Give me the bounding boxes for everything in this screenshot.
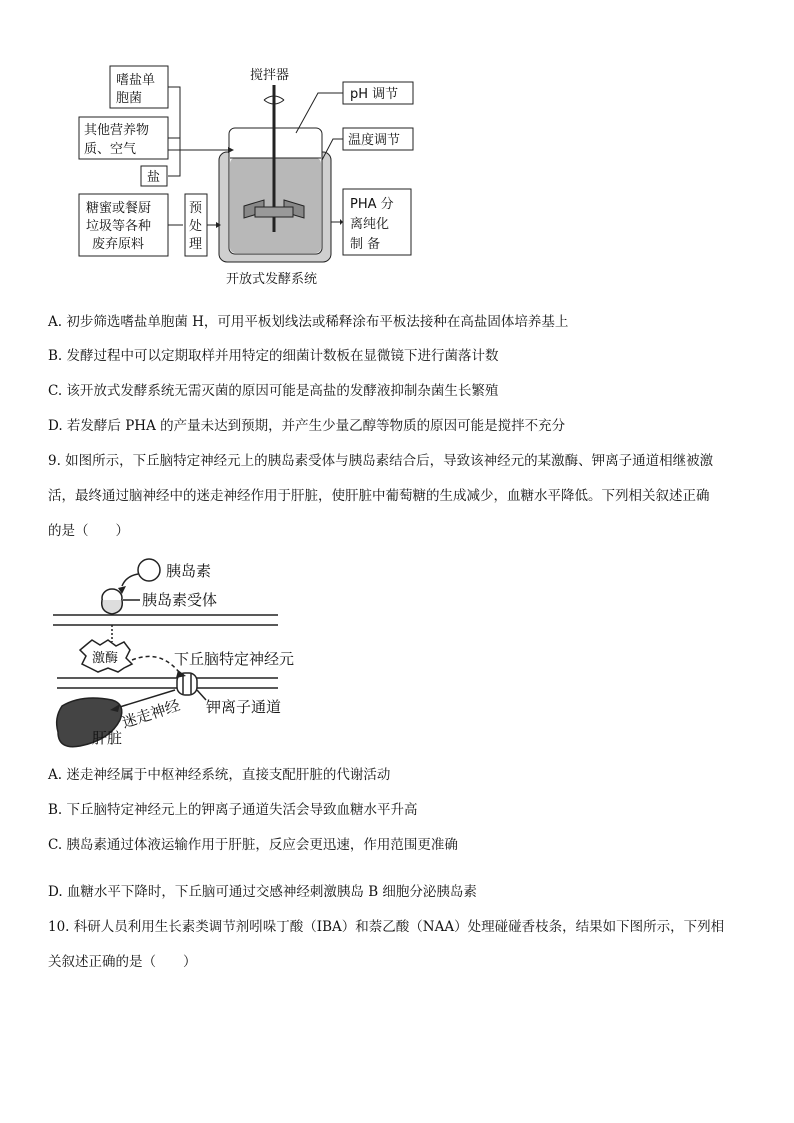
pretreat-label-1: 预 xyxy=(189,201,203,216)
q9-option-a: A. 迷走神经属于中枢神经系统，直接支配肝脏的代谢活动 xyxy=(48,767,391,783)
q8-option-b: B. 发酵过程中可以定期取样并用特定的细菌计数板在显微镜下进行菌落计数 xyxy=(48,348,499,364)
q9-option-c: C. 胰岛素通过体液运输作用于肝脏，反应会更迅速，作用范围更准确 xyxy=(48,837,458,853)
raw-label-2: 垃圾等各种 xyxy=(86,219,152,234)
raw-label-1: 糖蜜或餐厨 xyxy=(86,201,152,216)
q8-option-d: D. 若发酵后 PHA 的产量未达到预期，并产生少量乙醇等物质的原因可能是搅拌不充分 xyxy=(48,418,566,434)
neuron-label: 下丘脑特定神经元 xyxy=(174,650,295,668)
kinase-label: 激酶 xyxy=(92,651,119,666)
q9-option-d: D. 血糖水平下降时，下丘脑可通过交感神经刺激胰岛 B 细胞分泌胰岛素 xyxy=(48,884,477,900)
raw-label-3: 废弃原料 xyxy=(92,237,145,252)
vagus-label: 迷走神经 xyxy=(119,696,183,732)
receptor-label: 胰岛素受体 xyxy=(142,591,218,609)
pha-label-1: PHA 分 xyxy=(350,197,394,212)
q9-option-b: B. 下丘脑特定神经元上的钾离子通道失活会导致血糖水平升高 xyxy=(48,802,418,818)
kchannel-label: 钾离子通道 xyxy=(206,698,282,716)
q9-stem-2: 活，最终通过脑神经中的迷走神经作用于肝脏，使肝脏中葡萄糖的生成减少，血糖水平降低。下列相关叙述正确 xyxy=(48,488,710,504)
stirrer-label: 搅拌器 xyxy=(250,68,290,83)
q8-option-a: A. 初步筛选嗜盐单胞菌 H，可用平板划线法或稀释涂布平板法接种在高盐固体培养基上 xyxy=(48,314,569,330)
fig1-caption: 开放式发酵系统 xyxy=(226,272,318,287)
pretreat-label-3: 理 xyxy=(189,237,203,252)
temp-label: 温度调节 xyxy=(348,133,401,148)
halophile-label-2: 胞菌 xyxy=(116,91,143,106)
nutrients-label-2: 质、空气 xyxy=(84,142,137,157)
pretreat-label-2: 处 xyxy=(189,219,203,234)
liver-label: 肝脏 xyxy=(92,729,123,747)
q9-stem-1: 9. 如图所示，下丘脑特定神经元上的胰岛素受体与胰岛素结合后，导致该神经元的某激酶、钾离子通道相继被激 xyxy=(48,453,714,469)
pha-label-3: 制 备 xyxy=(350,237,381,252)
pha-label-2: 离纯化 xyxy=(350,217,390,232)
q8-option-c: C. 该开放式发酵系统无需灭菌的原因可能是高盐的发酵液抑制杂菌生长繁殖 xyxy=(48,383,499,399)
q10-stem-1: 10. 科研人员利用生长素类调节剂吲哚丁酸（IBA）和萘乙酸（NAA）处理碰碰香枝条，结果如下图所示，下列相 xyxy=(48,919,725,935)
ph-label: pH 调节 xyxy=(350,87,399,102)
nutrients-label-1: 其他营养物 xyxy=(84,123,150,138)
q10-stem-2: 关叙述正确的是（ ） xyxy=(48,954,197,970)
insulin-label: 胰岛素 xyxy=(166,562,212,580)
halophile-label-1: 嗜盐单 xyxy=(116,73,156,88)
salt-label: 盐 xyxy=(147,170,161,185)
q9-stem-3: 的是（ ） xyxy=(48,523,129,539)
